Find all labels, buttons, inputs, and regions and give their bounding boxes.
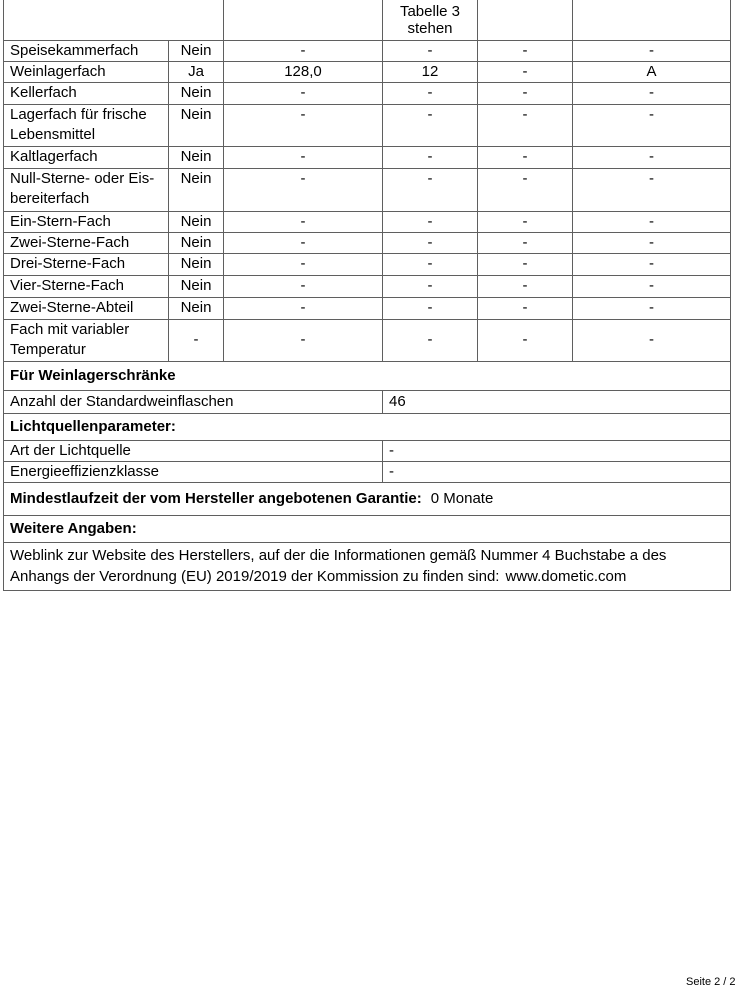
compartment-value: Nein [169, 297, 224, 319]
compartment-value: - [573, 211, 731, 232]
compartment-label: Drei-Sterne-Fach [4, 253, 169, 275]
compartment-value: Nein [169, 232, 224, 253]
product-datasheet-table [3, 0, 731, 591]
warranty-cell [4, 482, 731, 515]
table-row [4, 61, 731, 82]
weblink-url[interactable]: www.dometic.com [505, 568, 627, 585]
compartment-value: - [573, 319, 731, 361]
compartment-value: - [224, 319, 383, 361]
compartment-value: - [478, 275, 573, 297]
table-row-section [4, 515, 731, 542]
compartment-value: - [478, 297, 573, 319]
bottles-label: Anzahl der Standardweinflaschen [4, 390, 383, 413]
continuation-empty-cell [573, 0, 731, 40]
compartment-value: - [169, 319, 224, 361]
table-row-continuation [4, 0, 731, 40]
compartment-label: Vier-Sterne-Fach [4, 275, 169, 297]
compartment-label: Ein-Stern-Fach [4, 211, 169, 232]
compartment-label: Lagerfach für frische Lebensmittel [4, 104, 169, 146]
table-row [4, 440, 731, 461]
compartment-value: - [224, 82, 383, 104]
section-header-light: Lichtquellenparameter: [4, 413, 731, 440]
compartment-value: - [573, 253, 731, 275]
compartment-value: - [478, 61, 573, 82]
weblink-text: Weblink zur Website des Herstellers, auf der die Informationen gemäß Nummer 4 Buchstabe a des Anhangs der Verordnung (EU) 2019/2019 der Kommission zu finden sind: [10, 547, 667, 585]
table-row [4, 482, 731, 515]
compartment-value: - [224, 146, 383, 168]
compartment-value: - [478, 146, 573, 168]
table-row [4, 319, 731, 361]
light-efficiency-value: - [383, 461, 731, 482]
compartment-value: Nein [169, 253, 224, 275]
compartment-value: - [224, 297, 383, 319]
compartment-value: Nein [169, 82, 224, 104]
compartment-value: - [383, 275, 478, 297]
compartment-value: - [478, 253, 573, 275]
compartment-value: - [573, 232, 731, 253]
compartment-value: - [478, 82, 573, 104]
compartment-value: - [478, 232, 573, 253]
compartment-value: - [383, 168, 478, 211]
continuation-empty-cell [478, 0, 573, 40]
table-row [4, 297, 731, 319]
table-row [4, 82, 731, 104]
compartment-value: - [224, 168, 383, 211]
compartment-value: - [573, 146, 731, 168]
compartment-value: - [383, 40, 478, 61]
compartment-value: - [478, 104, 573, 146]
page-number-footer: Seite 2 / 2 [686, 976, 736, 988]
table-row [4, 146, 731, 168]
compartment-value: - [573, 82, 731, 104]
compartment-value: Nein [169, 146, 224, 168]
compartment-label: Kellerfach [4, 82, 169, 104]
weblink-cell [4, 542, 731, 590]
continuation-empty-cell [4, 0, 224, 40]
table-row-section [4, 413, 731, 440]
table-row [4, 40, 731, 61]
compartment-value: - [573, 168, 731, 211]
bottles-value: 46 [383, 390, 731, 413]
compartment-label: Kaltlagerfach [4, 146, 169, 168]
compartment-value: - [383, 319, 478, 361]
warranty-label: Mindestlaufzeit der vom Hersteller angebotenen Garantie: [10, 489, 422, 507]
compartment-value: - [478, 319, 573, 361]
compartment-value: - [383, 297, 478, 319]
compartment-label: Zwei-Sterne-Abteil [4, 297, 169, 319]
compartment-label: Null-Sterne- oder Eis-bereiterfach [4, 168, 169, 211]
compartment-label: Speisekammerfach [4, 40, 169, 61]
compartment-value: - [224, 104, 383, 146]
table-row [4, 232, 731, 253]
compartment-value: - [478, 168, 573, 211]
warranty-value: 0 Monate [430, 489, 494, 507]
compartment-value: - [478, 40, 573, 61]
table-row [4, 211, 731, 232]
compartment-value: - [224, 211, 383, 232]
table-row [4, 275, 731, 297]
compartment-value: Nein [169, 168, 224, 211]
compartment-value: - [383, 82, 478, 104]
compartment-value: Nein [169, 275, 224, 297]
compartment-value: - [573, 40, 731, 61]
section-header-wine: Für Weinlagerschränke [4, 361, 731, 390]
compartment-label: Weinlagerfach [4, 61, 169, 82]
compartment-value: Nein [169, 40, 224, 61]
compartment-label: Zwei-Sterne-Fach [4, 232, 169, 253]
continuation-empty-cell [224, 0, 383, 40]
compartment-value: - [383, 253, 478, 275]
light-type-label: Art der Lichtquelle [4, 440, 383, 461]
compartment-value: - [224, 40, 383, 61]
compartment-value: - [383, 211, 478, 232]
table-row [4, 542, 731, 590]
compartment-value: - [573, 275, 731, 297]
continuation-text-cell: Tabelle 3 stehen [383, 0, 478, 40]
table-row [4, 461, 731, 482]
compartment-value: - [224, 275, 383, 297]
compartment-value: - [573, 297, 731, 319]
compartment-value: - [224, 253, 383, 275]
compartment-value: Nein [169, 104, 224, 146]
compartment-value: A [573, 61, 731, 82]
table-row-section [4, 361, 731, 390]
compartment-value: 12 [383, 61, 478, 82]
table-row [4, 253, 731, 275]
compartment-value: - [383, 232, 478, 253]
compartment-value: - [383, 104, 478, 146]
compartment-value: - [383, 146, 478, 168]
compartment-value: - [478, 211, 573, 232]
compartment-value: Nein [169, 211, 224, 232]
table-row [4, 390, 731, 413]
compartment-value: 128,0 [224, 61, 383, 82]
section-header-additional: Weitere Angaben: [4, 515, 731, 542]
table-row [4, 104, 731, 146]
compartment-value: - [224, 232, 383, 253]
table-row [4, 168, 731, 211]
compartment-label: Fach mit variabler Temperatur [4, 319, 169, 361]
light-type-value: - [383, 440, 731, 461]
light-efficiency-label: Energieeffizienzklasse [4, 461, 383, 482]
compartment-value: Ja [169, 61, 224, 82]
compartment-value: - [573, 104, 731, 146]
